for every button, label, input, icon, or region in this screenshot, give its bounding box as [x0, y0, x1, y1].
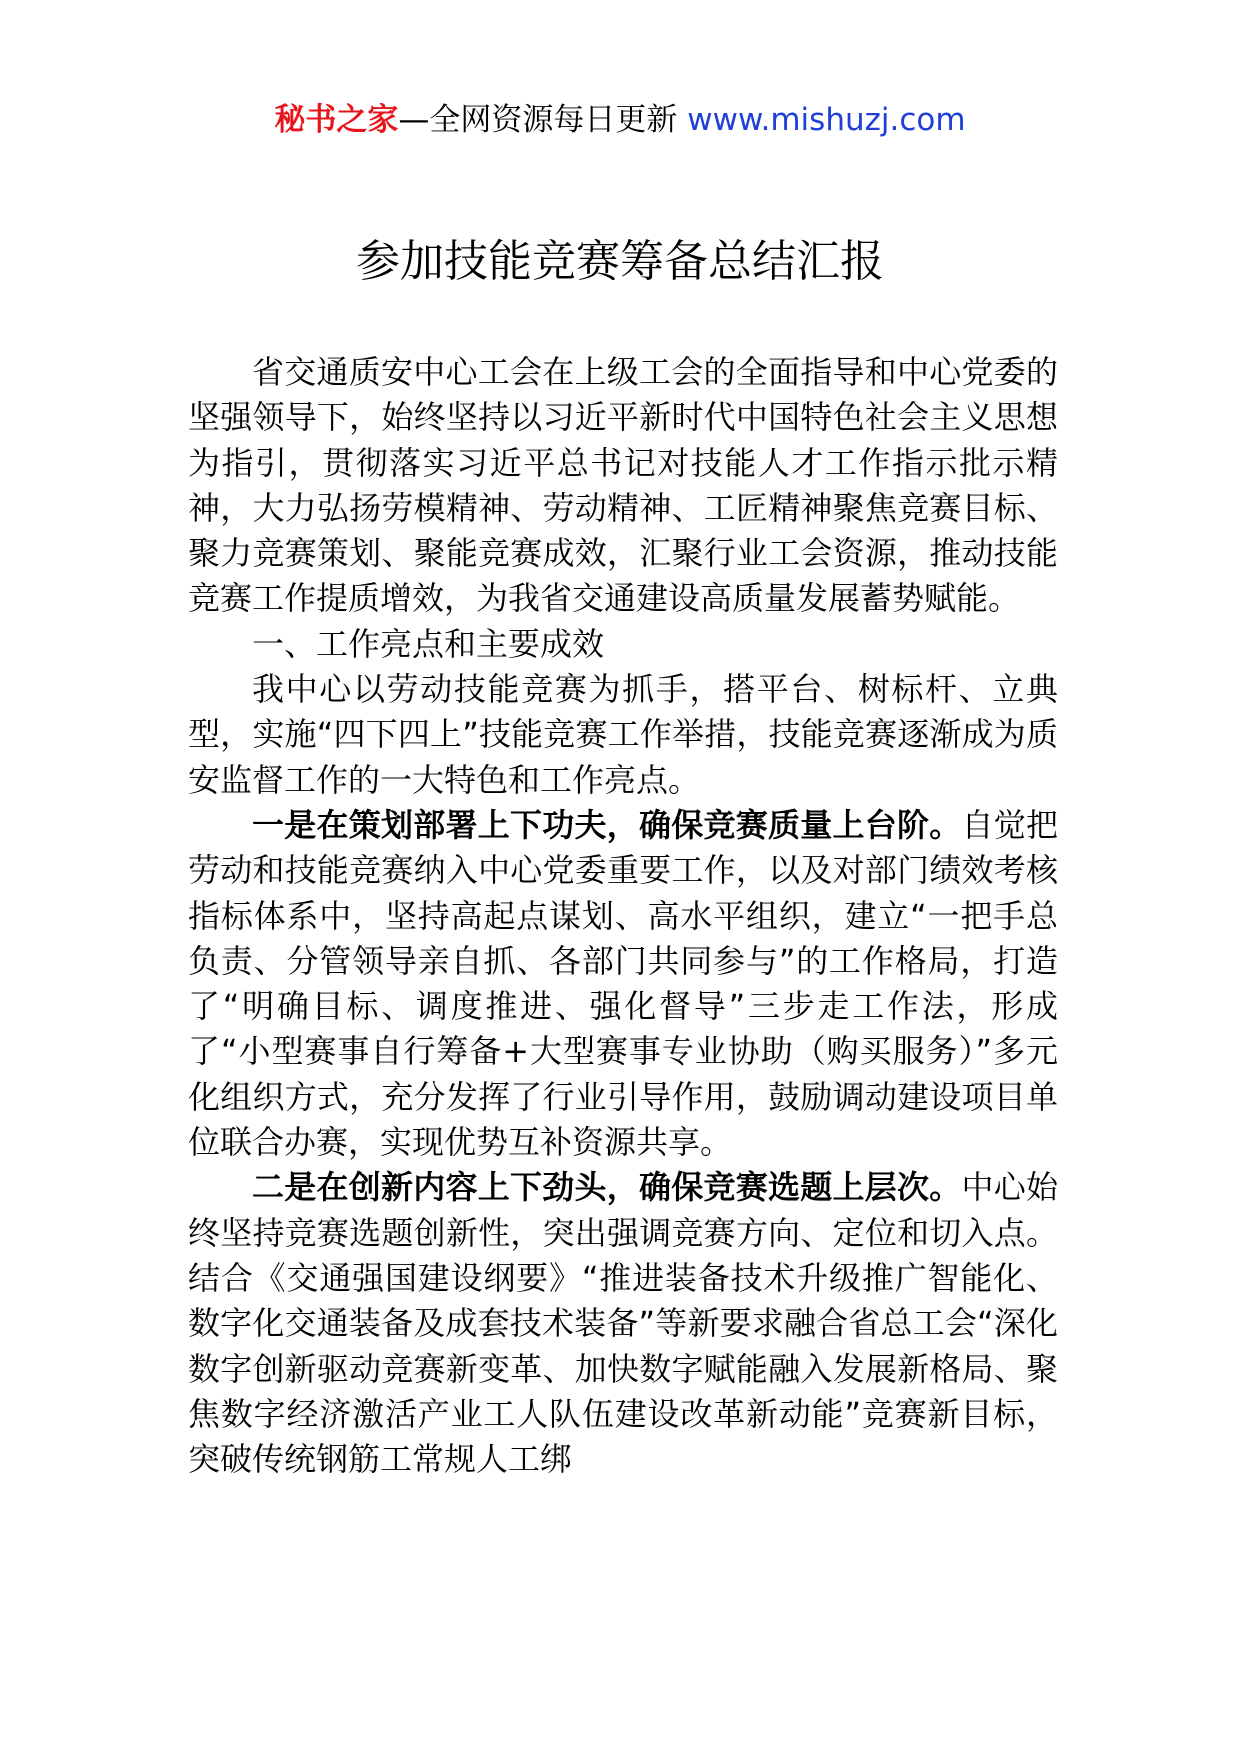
site-url-link[interactable]: www.mishuzj.com	[687, 102, 966, 138]
intro-paragraph: 省交通质安中心工会在上级工会的全面指导和中心党委的坚强领导下，始终坚持以习近平新时代中国特色社会主义思想为指引，贯彻落实习近平总书记对技能人才工作指示批示精神，大力弘扬劳模精神、劳动精神、工匠精神聚焦竞赛目标、聚力竞赛策划、聚能竞赛成效，汇聚行业工会资源，推动技能竞赛工作提质增效，为我省交通建设高质量发展蓄势赋能。	[188, 353, 1058, 618]
section-intro-paragraph: 我中心以劳动技能竞赛为抓手，搭平台、树标杆、立典型，实施“四下四上”技能竞赛工作举措，技能竞赛逐渐成为质安监督工作的一大特色和工作亮点。	[188, 670, 1058, 799]
page-header	[0, 100, 1240, 140]
section-heading: 一、工作亮点和主要成效	[252, 624, 605, 663]
point-one-lead: 一是在策划部署上下功夫，确保竞赛质量上台阶。	[252, 805, 962, 844]
point-one-paragraph	[188, 803, 1058, 1165]
document-body	[188, 350, 1058, 1482]
point-one-body: 自觉把劳动和技能竞赛纳入中心党委重要工作，以及对部门绩效考核指标体系中，坚持高起点谋划、高水平组织，建立“一把手总负责、分管领导亲自抓、各部门共同参与”的工作格局，打造了“明确目标、调度推进、强化督导”三步走工作法，形成了“小型赛事自行筹备+大型赛事专业协助（购买服务）”多元化组织方式，充分发挥了行业引导作用，鼓励调动建设项目单位联合办赛，实现优势互补资源共享。	[188, 805, 1058, 1162]
site-name: 秘书之家	[274, 102, 399, 138]
point-two-body: 中心始终坚持竞赛选题创新性，突出强调竞赛方向、定位和切入点。结合《交通强国建设纲要》“推进装备技术升级推广智能化、数字化交通装备及成套技术装备”等新要求融合省总工会“深化数字创新驱动竞赛新变革、加快数字赋能融入发展新格局、聚焦数字经济激活产业工人队伍建设改革新动能”竞赛新目标，突破传统钢筋工常规人工绑	[188, 1168, 1058, 1479]
site-tagline: —全网资源每日更新	[398, 102, 678, 138]
point-two-lead: 二是在创新内容上下劲头，确保竞赛选题上层次。	[252, 1168, 962, 1207]
point-two-paragraph	[188, 1165, 1058, 1482]
document-title: 参加技能竞赛筹备总结汇报	[356, 236, 884, 287]
